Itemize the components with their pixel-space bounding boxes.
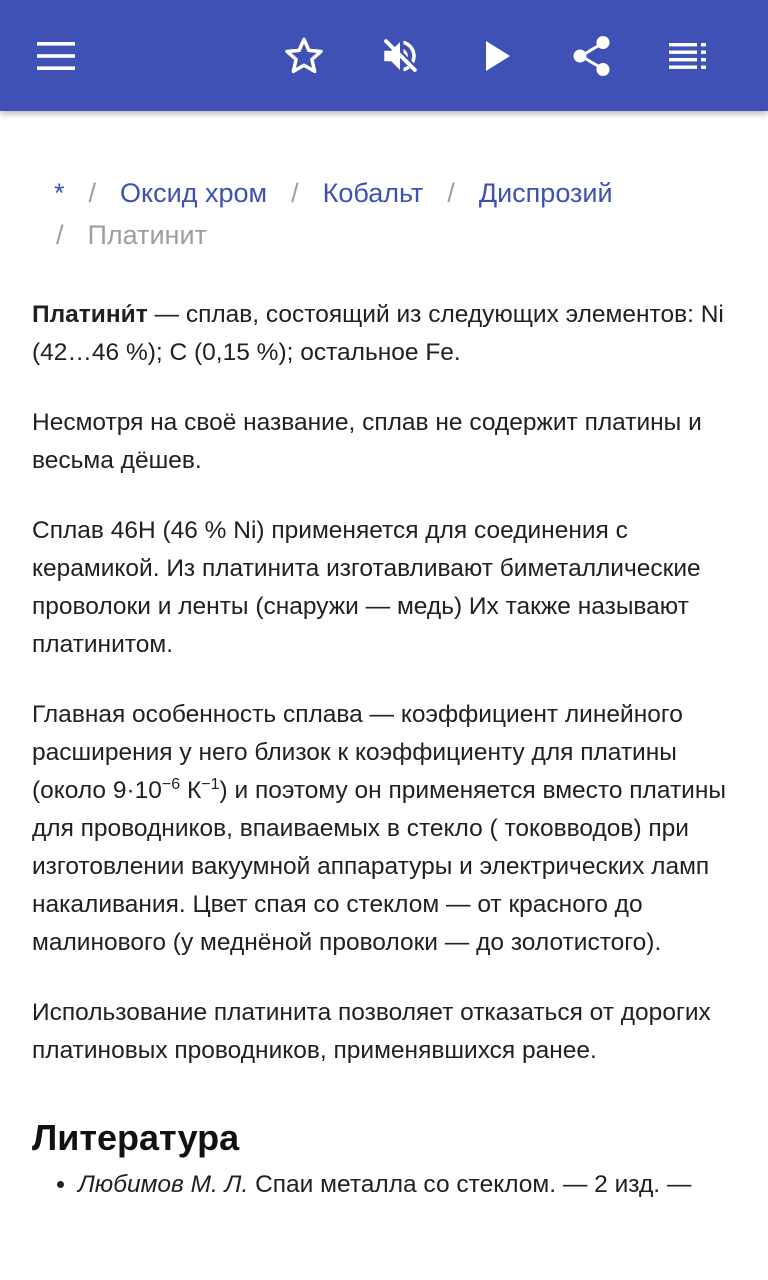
article-body	[32, 296, 736, 1204]
paragraph-name-note: Несмотря на своё название, сплав не содержит платины и весьма дёшев.	[32, 409, 702, 474]
breadcrumb-separator: /	[56, 220, 64, 250]
paragraph-benefit: Использование платинита позволяет отказаться от дорогих платиновых проводников, применявшихся ранее.	[32, 999, 711, 1064]
definition-text: — сплав, состоящий из следующих элементов: Ni (42…46 %); C (0,15 %); остальное Fe.	[32, 301, 724, 366]
contents-button[interactable]	[660, 28, 716, 84]
article-content	[32, 172, 736, 1204]
breadcrumb-current: Платинит	[87, 220, 207, 250]
breadcrumb-separator: /	[447, 178, 455, 208]
article-term: Платини́т	[32, 301, 148, 328]
volume-off-icon	[379, 35, 421, 77]
breadcrumb-separator: /	[88, 178, 97, 208]
feature-text-b: К	[180, 777, 202, 804]
literature-list	[32, 1166, 736, 1204]
breadcrumb-item-cobalt[interactable]: Кобальт	[322, 178, 424, 208]
menu-button[interactable]	[28, 28, 84, 84]
breadcrumb-item-chromium-oxide[interactable]: Оксид хром	[120, 178, 268, 208]
literature-author: Любимов М. Л.	[78, 1171, 249, 1198]
exponent-2: −1	[201, 775, 220, 793]
paragraph-definition	[32, 296, 736, 372]
favorite-button[interactable]	[276, 28, 332, 84]
menu-icon	[37, 42, 75, 70]
playlist-icon	[669, 43, 707, 69]
share-icon	[572, 35, 612, 77]
list-item	[78, 1166, 736, 1204]
play-button[interactable]	[470, 28, 526, 84]
paragraph-usage: Сплав 46Н (46 % Ni) применяется для соединения с керамикой. Из платинита изготавливают биметаллические проволоки и ленты (снаружи — медь) Их также называют платинитом.	[32, 517, 701, 658]
app-bar	[0, 0, 768, 111]
feature-text-a: Главная особенность сплава — коэффициент линейного расширения у него близок к коэффициенту для платины (около 9·10	[32, 701, 683, 804]
paragraph-feature	[32, 696, 736, 962]
breadcrumb	[32, 172, 704, 256]
breadcrumb-item-home[interactable]: *	[54, 178, 65, 208]
literature-heading: Литература	[32, 1117, 240, 1158]
play-icon	[483, 39, 513, 73]
star-outline-icon	[283, 35, 325, 77]
feature-text-c: ) и поэтому он применяется вместо платины для проводников, впаиваемых в стекло ( токовводов) при изготовлении вакуумной аппаратуры и электрических ламп накаливания. Цвет спая со стеклом — от красного до малинового (у меднёной проволоки — до золотистого).	[32, 777, 726, 956]
exponent-1: −6	[161, 775, 181, 793]
literature-title: Спаи металла со стеклом. — 2 изд. —	[248, 1171, 692, 1198]
breadcrumb-separator: /	[291, 178, 299, 208]
breadcrumb-item-dysprosium[interactable]: Диспрозий	[478, 178, 613, 208]
share-button[interactable]	[564, 28, 620, 84]
mute-button[interactable]	[372, 28, 428, 84]
